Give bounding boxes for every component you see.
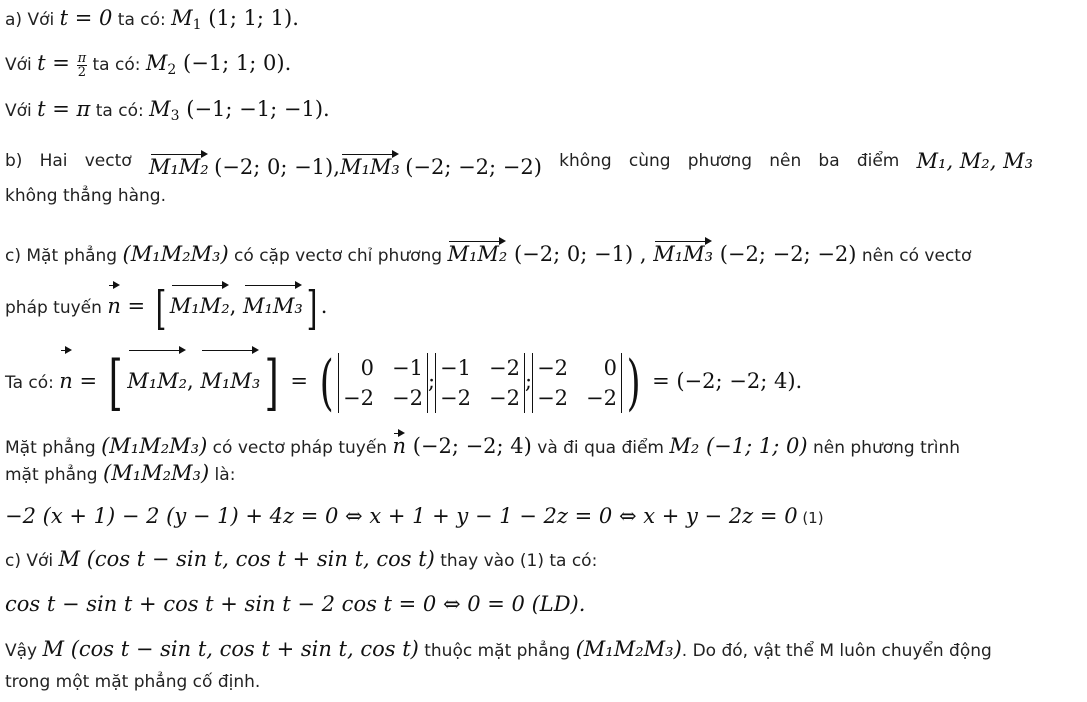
- math-equation: −2 (x + 1) − 2 (y − 1) + 4z = 0 ⇔ x + 1 + y − 1 − 2z = 0 ⇔ x + y − 2z = 0: [5, 504, 798, 528]
- word: b): [5, 151, 23, 171]
- text: Vậy: [5, 641, 43, 661]
- fraction: [77, 52, 88, 79]
- word: cùng: [628, 151, 671, 171]
- bracket-close: ]: [306, 281, 318, 335]
- line-plane-cont: [5, 461, 235, 487]
- math-coord: (1; 1; 1).: [201, 6, 299, 30]
- line-b-cont: [5, 184, 166, 208]
- line-c: [5, 236, 971, 268]
- det-cell: −2: [489, 356, 520, 380]
- math-point-m: M (cos t − sin t, cos t + sin t, cos t): [42, 637, 419, 661]
- line-final: [5, 637, 992, 663]
- det-cell: −2: [489, 386, 520, 410]
- det-cell: 0: [603, 356, 617, 380]
- det-cell: −2: [537, 386, 569, 410]
- math-point: M: [149, 97, 171, 121]
- text: mặt phẳng: [5, 465, 103, 485]
- math-result: = (−2; −2; 4).: [645, 369, 803, 393]
- text: Với: [5, 101, 38, 121]
- math-coord: (−1; −1; −1).: [179, 97, 330, 121]
- math-coord: (−2; 0; −1): [214, 155, 334, 179]
- math-plane: (M₁M₂M₃): [101, 434, 208, 458]
- vector-n: n: [107, 280, 121, 326]
- det-cell: −1: [440, 356, 472, 380]
- math-equals: =: [72, 369, 104, 393]
- determinant-3: [532, 353, 622, 413]
- text: trong một mặt phẳng cố định.: [5, 672, 261, 692]
- word: phương: [687, 151, 753, 171]
- math-equals: =: [283, 369, 315, 393]
- text: và đi qua điểm: [531, 438, 670, 458]
- comma: ,: [229, 294, 243, 318]
- word: nên: [769, 151, 802, 171]
- math-coord: (−2; −2; −2): [405, 155, 542, 179]
- det-cell: −1: [392, 356, 423, 380]
- word: Hai: [39, 151, 68, 171]
- math-plane: (M₁M₂M₃): [575, 637, 682, 661]
- determinant-1: [338, 353, 428, 413]
- math-points: M₁, M₂, M₃: [916, 149, 1033, 173]
- text: pháp tuyến: [5, 298, 108, 318]
- det-cell: −2: [537, 356, 569, 380]
- text: ta có:: [87, 55, 146, 75]
- math-subscript: 1: [192, 17, 202, 33]
- line-t-pi-half: [5, 51, 291, 82]
- equation-tag: (1): [797, 509, 824, 527]
- word: vectơ: [84, 151, 132, 171]
- line-t-pi: [5, 97, 330, 128]
- math-condition: t = 0: [59, 6, 113, 30]
- math-subscript: 3: [170, 108, 180, 124]
- math-point: M: [171, 6, 193, 30]
- semicolon: ;: [427, 369, 436, 393]
- text: nên phương trình: [807, 438, 961, 458]
- text: Mặt phẳng: [5, 438, 102, 458]
- text: không thẳng hàng.: [5, 186, 166, 206]
- line-equation-2: [5, 592, 585, 618]
- text: nên có vectơ: [856, 246, 972, 266]
- math-subscript: 2: [167, 62, 177, 78]
- comma: ,: [187, 369, 201, 393]
- math-condition: t = π: [37, 97, 91, 121]
- math-point-m: M (cos t − sin t, cos t + sin t, cos t): [58, 547, 435, 571]
- vector-m1m3: M₁M₃: [243, 280, 303, 326]
- det-cell: 0: [360, 356, 374, 380]
- line-b: [5, 149, 1033, 181]
- text: có vectơ pháp tuyến: [207, 438, 393, 458]
- line-taco: [5, 345, 803, 418]
- line-final-cont: [5, 670, 260, 694]
- paren-close: ): [626, 348, 641, 418]
- vector-m1m2: M₁M₂: [149, 149, 209, 179]
- math-point: M₂ (−1; 1; 0): [669, 434, 808, 458]
- text: c) Với: [5, 551, 59, 571]
- bracket-open: [: [108, 348, 123, 418]
- word: ba: [818, 151, 840, 171]
- text: Ta có:: [5, 373, 60, 393]
- vector-m1m2: M₁M₂: [170, 280, 230, 326]
- math-t: t =: [37, 51, 77, 75]
- math-coord: (−2; 0; −1) ,: [507, 242, 654, 266]
- math-coord: (−2; −2; −2): [713, 242, 857, 266]
- text: a) Với: [5, 10, 60, 30]
- vector-m1m3: M₁M₃: [340, 149, 400, 179]
- det-cell: −2: [343, 386, 374, 410]
- fraction-denominator: 2: [77, 64, 86, 80]
- text: ta có:: [112, 10, 172, 30]
- fraction-numerator: π: [77, 50, 87, 66]
- det-cell: −2: [586, 386, 617, 410]
- math-equation: cos t − sin t + cos t + sin t − 2 cos t = 0 ⇔ 0 = 0 (LD).: [5, 592, 586, 616]
- vector-m1m3: M₁M₃: [653, 236, 713, 266]
- line-c2: [5, 547, 597, 573]
- det-cell: −2: [440, 386, 472, 410]
- text: c) Mặt phẳng: [5, 246, 123, 266]
- math-coord: (−1; 1; 0).: [176, 51, 292, 75]
- vector-n: n: [392, 428, 406, 458]
- line-equation: [5, 504, 824, 530]
- paren-open: (: [319, 348, 334, 418]
- text: thuộc mặt phẳng: [418, 641, 576, 661]
- word: điểm: [856, 151, 900, 171]
- period: .: [320, 294, 328, 318]
- vector-m1m3: M₁M₃: [200, 345, 260, 411]
- det-cell: −2: [392, 386, 423, 410]
- vector-n: n: [59, 345, 73, 411]
- text: . Do đó, vật thể M luôn chuyển động: [681, 641, 992, 661]
- determinant-2: [435, 353, 525, 413]
- line-plane: [5, 428, 960, 460]
- text: là:: [209, 465, 236, 485]
- word: không: [559, 151, 612, 171]
- text: thay vào (1) ta có:: [434, 551, 598, 571]
- math-plane: (M₁M₂M₃): [103, 461, 210, 485]
- text: Với: [5, 55, 38, 75]
- bracket-open: [: [155, 281, 167, 335]
- vector-m1m2: M₁M₂: [447, 236, 507, 266]
- text: ta có:: [90, 101, 150, 121]
- line-a: [5, 6, 299, 37]
- line-c-cont: [5, 280, 328, 335]
- math-point: M: [145, 51, 168, 75]
- bracket-close: ]: [264, 348, 279, 418]
- semicolon: ;: [524, 369, 533, 393]
- comma: ,: [333, 155, 340, 179]
- text: có cặp vectơ chỉ phương: [228, 246, 448, 266]
- math-plane: (M₁M₂M₃): [122, 242, 229, 266]
- math-equals: =: [120, 294, 152, 318]
- math-coord: (−2; −2; 4): [406, 434, 532, 458]
- vector-m1m2: M₁M₂: [127, 345, 187, 411]
